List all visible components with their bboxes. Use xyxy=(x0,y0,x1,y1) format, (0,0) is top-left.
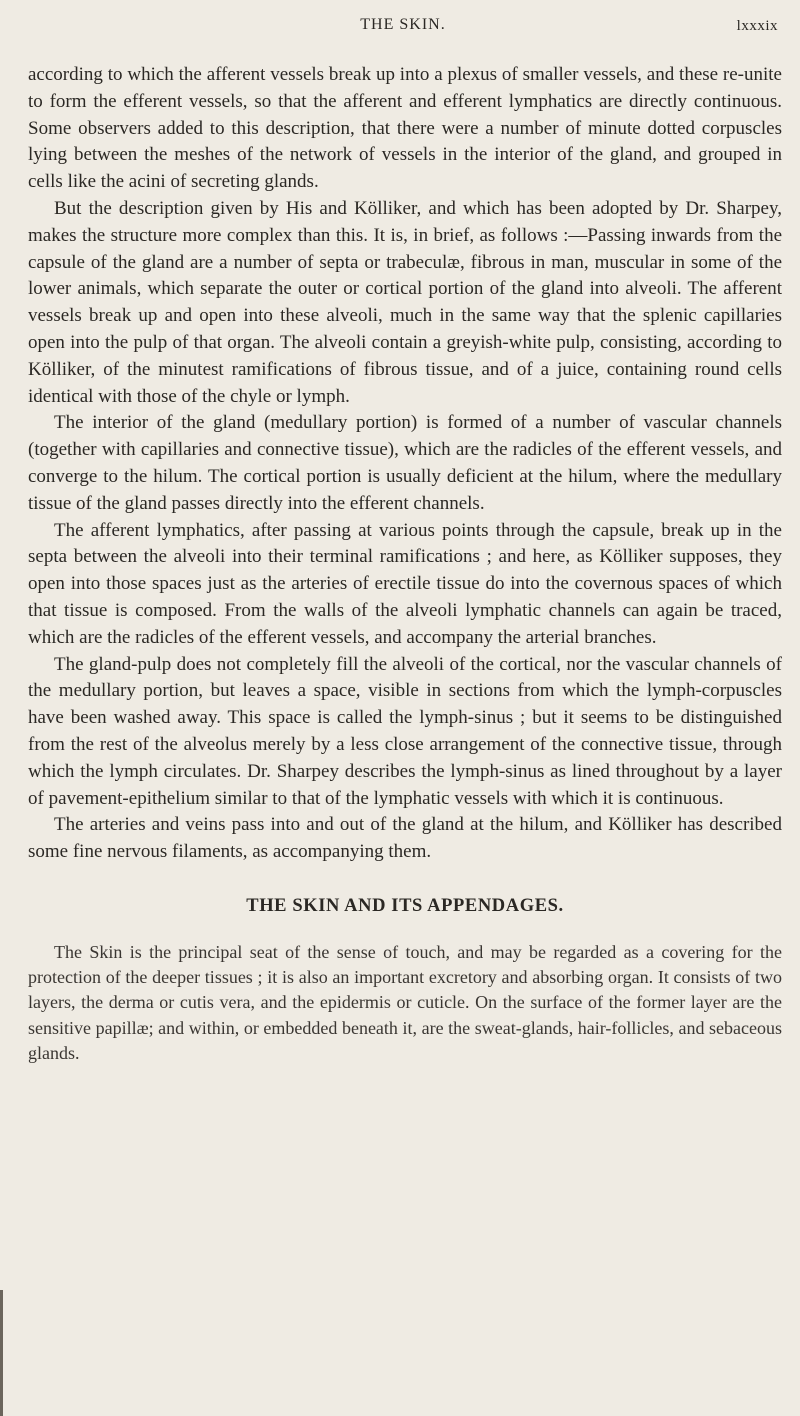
paragraph-3: The interior of the gland (medullary portion) is formed of a number of vascular channels (together with capillaries and connective tissue), which are the radicles of the efferent vessels, and converge to the hilum. The cortical portion is usually deficient at the hilum, where the medullary tissue of the gland passes directly into the efferent channels. xyxy=(28,412,782,514)
section-paragraph: The Skin is the principal seat of the sense of touch, and may be regarded as a covering for the protection of the deeper tissues ; it is also an important excretory and absorbing organ. It consists of two layers, the derma or cutis vera, and the epidermis or cuticle. On the surface of the former layer are the sensitive papillæ; and within, or embedded beneath it, are the sweat-glands, hair-follicles, and sebaceous glands. xyxy=(28,941,782,1063)
paragraph-1: according to which the afferent vessels break up into a plexus of smaller vessels, and these re-unite to form the efferent vessels, so that the afferent and efferent lymphatics are directly continuous. Some observers added to this description, that there were a number of minute dotted corpuscles lying between the meshes of the network of vessels in the interior of the gland, and grouped in cells like the acini of secreting glands. xyxy=(28,64,782,193)
page-number: lxxxix xyxy=(736,18,778,34)
paragraph-4: The afferent lymphatics, after passing at various points through the capsule, break up in the septa between the alveoli into their terminal ramifications ; and here, as Kölliker supposes, they open into those spaces just as the arteries of erectile tissue do into the covernous spaces of which that tissue is composed. From the walls of the alveoli lymphatic channels can again be traced, which are the radicles of the efferent vessels, and accompany the arterial branches. xyxy=(28,519,782,648)
paragraph-6: The arteries and veins pass into and out of the gland at the hilum, and Kölliker has described some fine nervous filaments, as accompanying them. xyxy=(28,814,782,863)
paragraph-2: But the description given by His and Kölliker, and which has been adopted by Dr. Sharpey, makes the structure more complex than this. It is, in brief, as follows :—Passing inwards from the capsule of the gland are a number of septa or trabeculæ, fibrous in man, muscular in some of the lower animals, which separate the outer or cortical portion of the gland into alveoli. The afferent vessels break up and open into these alveoli, much in the same way that the splenic capillaries open into the pulp of that organ. The alveoli contain a greyish-white pulp, consisting, according to Kölliker, of the minutest ramifications of fibrous tissue, and of a juice, containing round cells identical with those of the chyle or lymph. xyxy=(28,197,782,407)
page-edge-shadow xyxy=(0,1290,3,1416)
running-title: THE SKIN. xyxy=(360,16,446,33)
body-text xyxy=(28,62,782,1066)
paragraph-5: The gland-pulp does not completely fill the alveoli of the cortical, nor the vascular channels of the medullary portion, but leaves a space, visible in sections from which the lymph-corpuscles have been washed away. This space is called the lymph-sinus ; but it seems to be distinguished from the rest of the alveolus merely by a less close arrangement of the connective tissue, through which the lymph circulates. Dr. Sharpey describes the lymph-sinus as lined throughout by a layer of pavement-epithelium similar to that of the lymphatic vessels with which it is continuous. xyxy=(28,653,782,809)
page-header xyxy=(28,12,778,42)
section-title: THE SKIN AND ITS APPENDAGES. xyxy=(246,895,564,916)
